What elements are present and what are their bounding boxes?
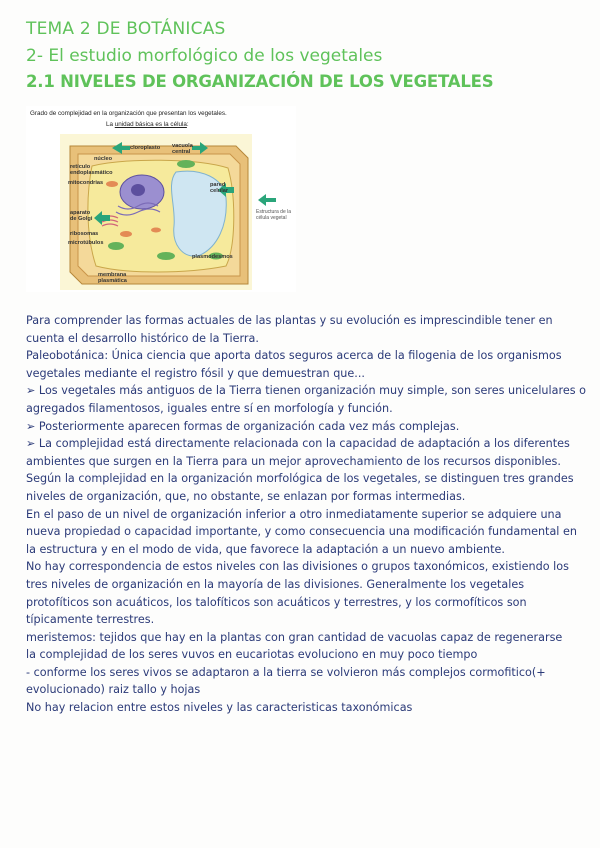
- figure-side-note: Estructura de la célula vegetal: [256, 209, 292, 221]
- subtitle-estudio: 2- El estudio morfológico de los vegetales: [26, 46, 383, 66]
- paragraph: No hay correspondencia de estos niveles con las divisiones o grupos taxonómicos, existiendo los tres niveles de organización en la mayoría de las divisiones. Generalmente los vegetales protofíticos son acuáticos, los talofíticos son acuáticos y terrestres, y los cormofíticos son típicamente terrestres.: [26, 560, 569, 627]
- bullet-item: ➢ La complejidad está directamente relacionada con la capacidad de adaptación a los diferentes ambientes que surgen en la Tierra para un mejor aprovechamiento de los recursos disponibles.: [26, 437, 570, 468]
- paragraph: Paleobotánica: Única ciencia que aporta datos seguros acerca de la filogenia de los organismos vegetales mediante el registro fósil y que demuestran que...: [26, 349, 562, 380]
- note-line: No hay relacion entre estos niveles y las caracteristicas taxonómicas: [26, 701, 413, 715]
- note-line: - conforme los seres vivos se adaptaron a la tierra se volvieron más complejos cormofitico(+ evolucionado) raiz tallo y hojas: [26, 665, 546, 697]
- label-reticulo: retículo endoplasmático: [70, 164, 113, 176]
- label-mitocondrias: mitocondrias: [68, 180, 104, 186]
- note-line: meristemos: tejidos que hay en la plantas con gran cantidad de vacuolas capaz de regenerarse: [26, 630, 563, 644]
- label-membrana: membrana plasmática: [98, 272, 127, 284]
- bullet-item: ➢ Posteriormente aparecen formas de organización cada vez más complejas.: [26, 419, 460, 433]
- label-microtubulos: microtúbulos: [68, 240, 104, 246]
- label-cloroplasto: cloroplasto: [130, 145, 161, 151]
- label-vacuola: vacuola central: [172, 143, 193, 155]
- label-nucleo: núcleo: [94, 156, 113, 162]
- paragraph: Para comprender las formas actuales de las plantas y su evolución es imprescindible tener en cuenta el desarrollo histórico de la Tierra.: [26, 314, 553, 345]
- note-line: la complejidad de los seres vuvos en eucariotas evoluciono en muy poco tiempo: [26, 648, 478, 662]
- label-plasmodesmos: plasmodesmos: [192, 254, 233, 260]
- paragraph: Según la complejidad en la organización morfológica de los vegetales, se distinguen tres grandes niveles de organización, que, no obstante, se enlazan por formas intermedias.: [26, 472, 574, 503]
- label-ribosomas: ribosomas: [70, 231, 99, 237]
- bullet-item: ➢ Los vegetales más antiguos de la Tierra tienen organización muy simple, son seres unicelulares o agregados filamentosos, iguales entre sí en morfología y función.: [26, 384, 586, 415]
- plant-cell-figure: [26, 106, 296, 292]
- label-golgi: aparato de Golgi: [70, 210, 93, 222]
- title-tema: TEMA 2 DE BOTÁNICAS: [26, 19, 226, 39]
- figure-subcaption: La unidad básica es la célula:: [106, 121, 189, 128]
- section-heading: 2.1 NIVELES DE ORGANIZACIÓN DE LOS VEGETALES: [26, 72, 494, 91]
- body-text: [26, 312, 586, 717]
- paragraph: En el paso de un nivel de organización inferior a otro inmediatamente superior se adquiere una nueva propiedad o capacidad importante, y como consecuencia una modificación fundamental en la estructura y en el modo de vida, que favorece la adaptación a un nuevo ambiente.: [26, 507, 577, 556]
- label-pared: pared celular: [210, 182, 229, 194]
- figure-caption: Grado de complejidad en la organización que presentan los vegetales.: [30, 110, 227, 117]
- plant-cell-diagram: [26, 106, 296, 292]
- unidad-basica-underline: unidad básica es la célula: [114, 121, 187, 128]
